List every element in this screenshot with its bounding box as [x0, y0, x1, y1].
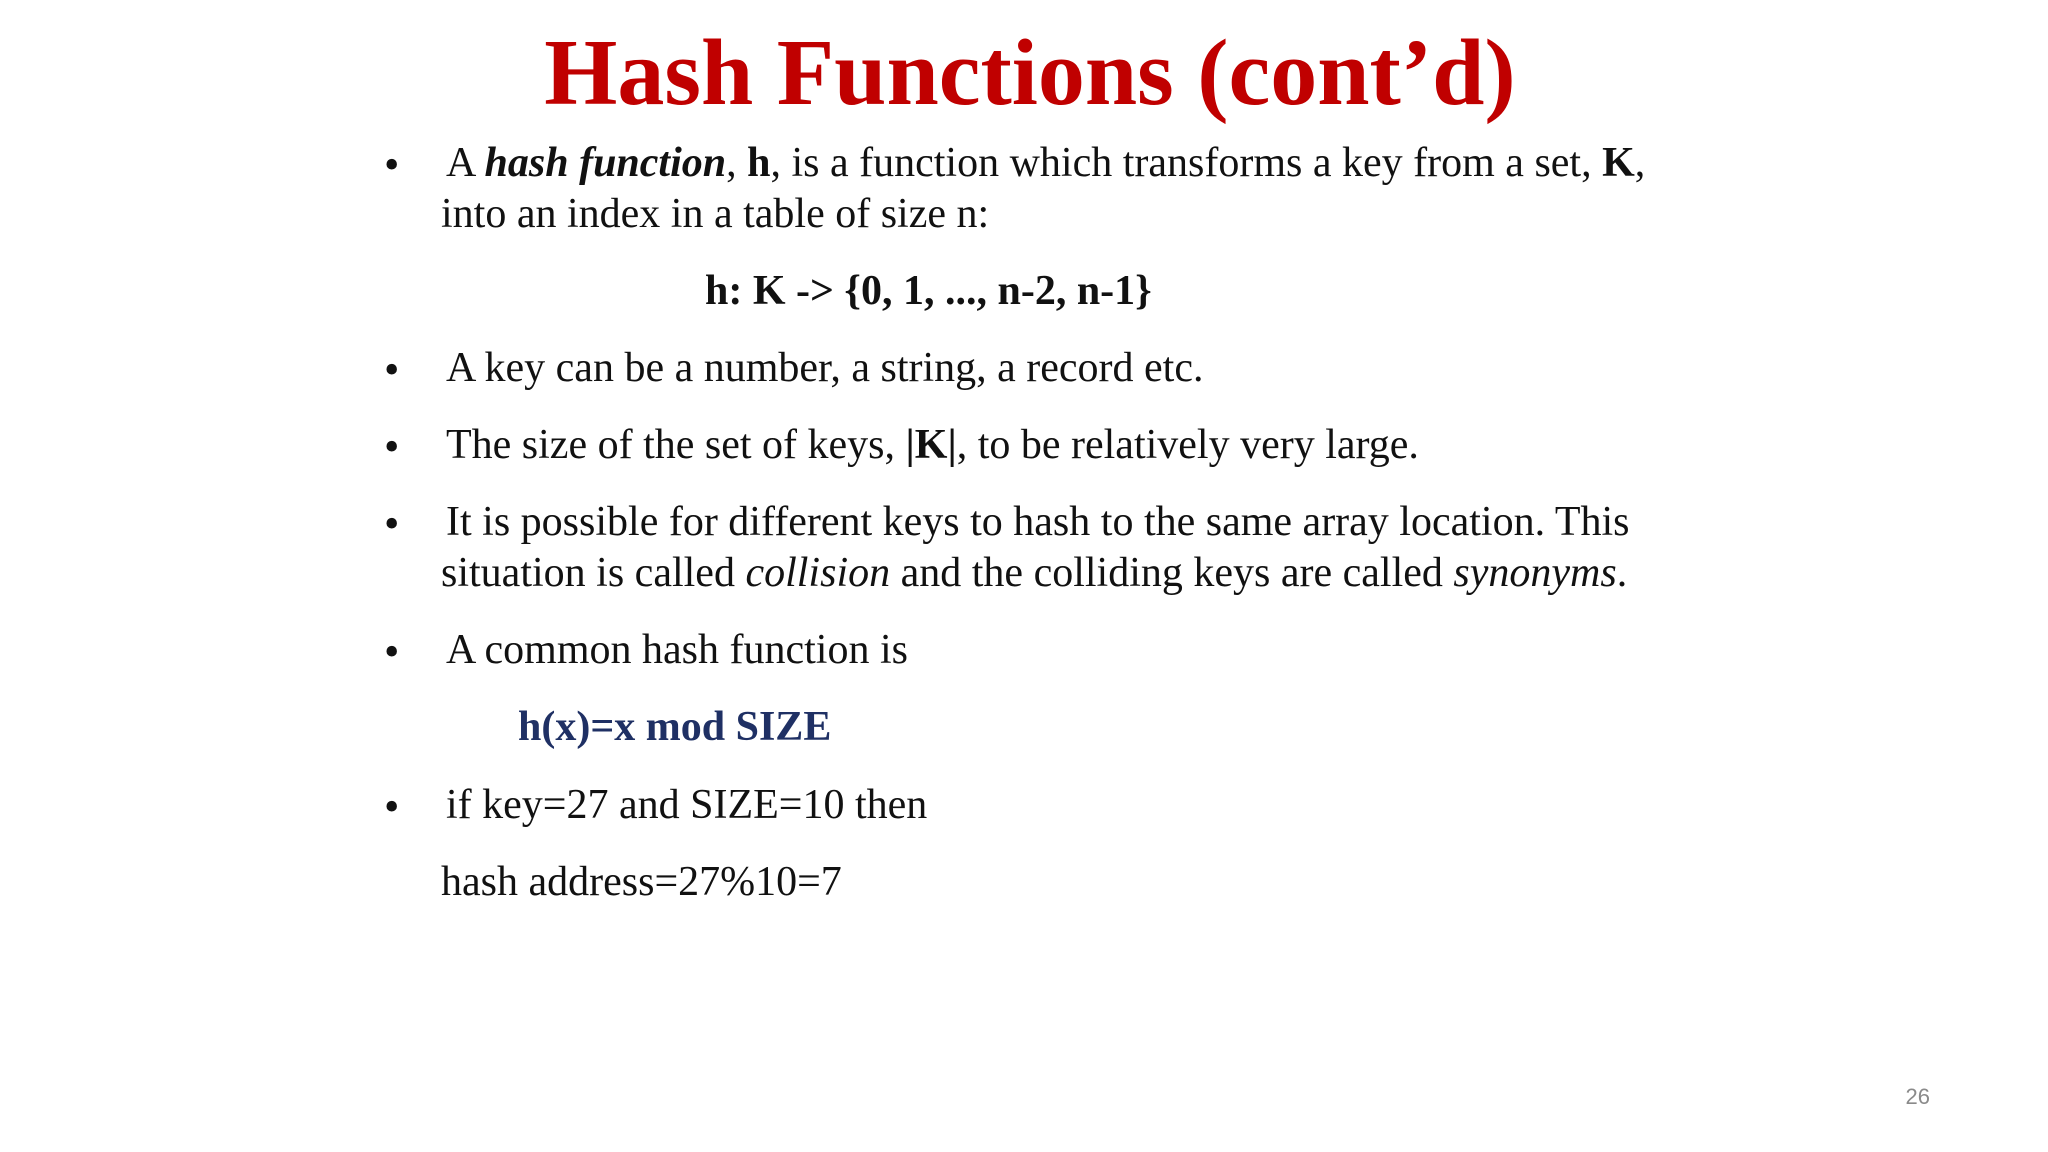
bullet-4-line-2 [441, 548, 1627, 599]
k-symbol: K [1602, 140, 1635, 186]
text-run: situation is called [441, 550, 746, 596]
text-run: and the colliding keys are called [890, 550, 1454, 596]
bullet-4-line-1: It is possible for different keys to hash to the same array location. This [446, 499, 1630, 545]
k-cardinality: |K| [905, 422, 957, 468]
bullet-marker: • [384, 782, 400, 831]
formula-mapping: h: K -> {0, 1, ..., n-2, n-1} [705, 268, 1152, 314]
slide-title: Hash Functions (cont’d) [544, 21, 1516, 125]
bullet-2: A key can be a number, a string, a record etc. [446, 345, 1204, 391]
bullet-3 [446, 420, 1419, 471]
formula-hash-mod: h(x)=x mod SIZE [518, 704, 832, 750]
hash-function-term: hash function [484, 140, 727, 186]
text-run: A [446, 140, 485, 186]
bullet-1-line-1 [446, 138, 1645, 189]
text-run: , to be relatively very large. [956, 422, 1419, 468]
text-run: , is a function which transforms a key from a set, [770, 140, 1603, 186]
bullet-marker: • [384, 627, 400, 676]
text-run: The size of the set of keys, [446, 422, 906, 468]
bullet-6: if key=27 and SIZE=10 then [446, 782, 928, 828]
collision-term: collision [745, 550, 891, 596]
bullet-marker: • [384, 422, 400, 471]
bullet-1-line-2: into an index in a table of size n: [441, 191, 990, 237]
page-number: 26 [1905, 1084, 1930, 1109]
bullet-marker: • [384, 140, 400, 189]
text-run: , [726, 140, 748, 186]
h-symbol: h [747, 140, 771, 186]
bullet-marker: • [384, 345, 400, 394]
text-run: . [1616, 550, 1628, 596]
text-run: , [1634, 140, 1646, 186]
bullet-5: A common hash function is [446, 627, 908, 673]
hash-address-result: hash address=27%10=7 [441, 859, 842, 905]
synonyms-term: synonyms [1453, 550, 1617, 596]
bullet-marker: • [384, 499, 400, 548]
